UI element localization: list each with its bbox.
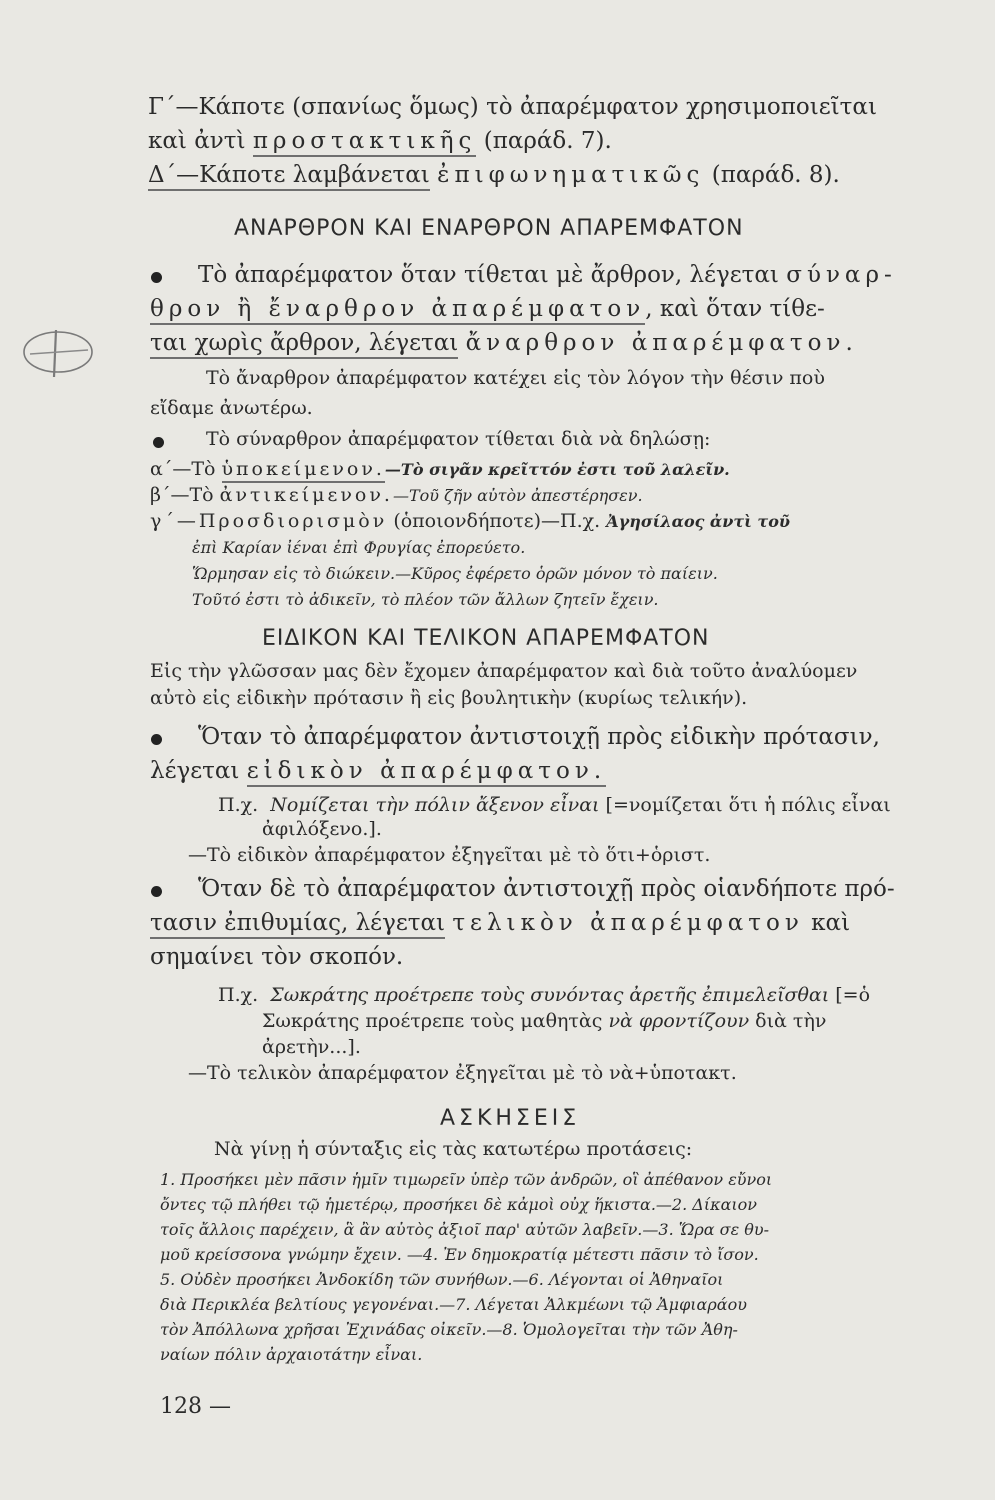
line-synarthron: Τὸ σύναρθρον ἀπαρέμφατον τίθεται διὰ νὰ δηλώσῃ:: [206, 428, 711, 450]
line-gamma-2: γ΄—Προσδιορισμὸν (ὁποιονδήποτε)—Π.χ. Ἀγησίλαος ἀντὶ τοῦ: [150, 510, 790, 532]
line-exercise-1: 1. Προσήκει μὲν πᾶσιν ἡμῖν τιμωρεῖν ὑπὲρ τῶν ἀνδρῶν, οἳ ἀπέθανον εὔνοι: [160, 1170, 773, 1189]
margin-pen-mark: [18, 322, 98, 382]
line-exercise-intro: Νὰ γίνῃ ἡ σύνταξις εἰς τὰς κατωτέρω προτάσεις:: [214, 1138, 693, 1160]
line-pch-2b: Σωκράτης προέτρεπε τοὺς μαθητὰς νὰ φροντίζουν διὰ τὴν: [262, 1010, 827, 1032]
line-gamma: Γ΄—Κάποτε (σπανίως ὅμως) τὸ ἀπαρέμφατον χρησιμοποιεῖται: [148, 94, 877, 120]
line-arthron-1: Τὸ ἀπαρέμφατον ὅταν τίθεται μὲ ἄρθρον, λέγεται σύναρ-: [198, 262, 897, 288]
section-heading-eidikon: ΕΙΔΙΚΟΝ ΚΑΙ ΤΕΛΙΚΟΝ ΑΠΑΡΕΜΦΑΤΟΝ: [262, 626, 710, 651]
line-arthron-2: θρον ἢ ἔναρθρον ἀπαρέμφατον, καὶ ὅταν τίθε-: [150, 298, 825, 321]
section-heading-askiseis: ΑΣΚΗΣΕΙΣ: [440, 1106, 581, 1131]
bullet-1: [151, 272, 162, 283]
line-otan-2: Ὅταν δὲ τὸ ἀπαρέμφατον ἀντιστοιχῇ πρὸς οἱανδήποτε πρό-: [198, 876, 895, 902]
line-gamma-cont: καὶ ἀντὶ προστακτικῆς (παράδ. 7).: [148, 130, 612, 153]
line-exercise-5: 5. Οὐδὲν προσήκει Ἀνδοκίδη τῶν συνήθων.—6. Λέγονται οἱ Ἀθηναῖοι: [160, 1270, 724, 1289]
line-telikon-explain: —Τὸ τελικὸν ἀπαρέμφατον ἐξηγεῖται μὲ τὸ νὰ+ὑποτακτ.: [188, 1062, 737, 1084]
bullet-4: [151, 886, 162, 897]
page-number: 128 —: [160, 1394, 231, 1419]
line-pch-1b: ἀφιλόξενο.].: [262, 818, 382, 840]
line-otan-2b: τασιν ἐπιθυμίας, λέγεται τελικὸν ἀπαρέμφατον καὶ: [150, 912, 850, 935]
line-example-3: Τοῦτό ἐστι τὸ ἀδικεῖν, τὸ πλέον τῶν ἄλλων ζητεῖν ἔχειν.: [192, 590, 659, 609]
line-anarthron-2: εἴδαμε ἀνωτέρω.: [150, 397, 313, 419]
line-exercise-8: ναίων πόλιν ἀρχαιοτάτην εἶναι.: [160, 1345, 423, 1364]
line-pch-2: Π.χ. Σωκράτης προέτρεπε τοὺς συνόντας ἀρετῆς ἐπιμελεῖσθαι [=ὁ: [218, 984, 871, 1006]
bullet-2: [153, 437, 164, 448]
line-anarthron-1: Τὸ ἄναρθρον ἀπαρέμφατον κατέχει εἰς τὸν λόγον τὴν θέσιν ποὺ: [206, 367, 825, 389]
line-example-1: ἐπὶ Καρίαν ἰέναι ἐπὶ Φρυγίας ἐπορεύετο.: [192, 538, 526, 557]
line-pch-1: Π.χ. Νομίζεται τὴν πόλιν ἄξενον εἶναι [=νομίζεται ὅτι ἡ πόλις εἶναι: [218, 794, 891, 816]
line-delta: Δ΄—Κάποτε λαμβάνεται ἐπιφωνηματικῶς (παράδ. 8).: [148, 164, 840, 187]
line-glossa-2: αὐτὸ εἰς εἰδικὴν πρότασιν ἢ εἰς βουλητικὴν (κυρίως τελικήν).: [150, 687, 748, 709]
line-otan-1: Ὅταν τὸ ἀπαρέμφατον ἀντιστοιχῇ πρὸς εἰδικὴν πρότασιν,: [198, 724, 880, 750]
line-alpha: α΄—Τὸ ὑποκείμενον.—Τὸ σιγᾶν κρεῖττόν ἐστι τοῦ λαλεῖν.: [150, 460, 730, 479]
line-exercise-3: τοῖς ἄλλοις παρέχειν, ἃ ἂν αὐτὸς ἀξιοῖ παρ' αὐτῶν λαβεῖν.—3. Ὥρα σε θυ-: [160, 1220, 769, 1239]
line-otan-2c: σημαίνει τὸν σκοπόν.: [150, 944, 404, 970]
line-eidikon-explain: —Τὸ εἰδικὸν ἀπαρέμφατον ἐξηγεῖται μὲ τὸ ὅτι+ὁριστ.: [188, 844, 711, 866]
section-heading-anarthron: ΑΝΑΡΘΡΟΝ ΚΑΙ ΕΝΑΡΘΡΟΝ ΑΠΑΡΕΜΦΑΤΟΝ: [234, 216, 744, 241]
line-exercise-2: ὄντες τῷ πλήθει τῷ ἡμετέρῳ, προσήκει δὲ κἀμοὶ οὐχ ἥκιστα.—2. Δίκαιον: [160, 1195, 758, 1214]
line-beta: β΄—Τὸ ἀντικείμενον.—Τοῦ ζῆν αὐτὸν ἀπεστέρησεν.: [150, 484, 643, 506]
line-example-2: Ὥρμησαν εἰς τὸ διώκειν.—Κῦρος ἐφέρετο ὁρῶν μόνον τὸ παίειν.: [192, 564, 718, 583]
line-pch-2c: ἀρετὴν...].: [262, 1036, 361, 1058]
line-exercise-7: τὸν Ἀπόλλωνα χρῆσαι Ἐχινάδας οἰκεῖν.—8. Ὁμολογεῖται τὴν τῶν Ἀθη-: [160, 1320, 738, 1339]
line-exercise-4: μοῦ κρείσσονα γνώμην ἔχειν. —4. Ἐν δημοκρατίᾳ μέτεστι πᾶσιν τὸ ἴσον.: [160, 1245, 759, 1264]
bullet-3: [151, 734, 162, 745]
line-glossa-1: Εἰς τὴν γλῶσσαν μας δὲν ἔχομεν ἀπαρέμφατον καὶ διὰ τοῦτο ἀναλύομεν: [150, 660, 858, 682]
line-arthron-3: ται χωρὶς ἄρθρον, λέγεται ἄναρθρον ἀπαρέμφατον.: [150, 332, 858, 355]
line-otan-1b: λέγεται εἰδικὸν ἀπαρέμφατον.: [150, 760, 606, 783]
line-exercise-6: διὰ Περικλέα βελτίους γεγονέναι.—7. Λέγεται Ἀλκμέωνι τῷ Ἀμφιαράου: [160, 1295, 747, 1314]
